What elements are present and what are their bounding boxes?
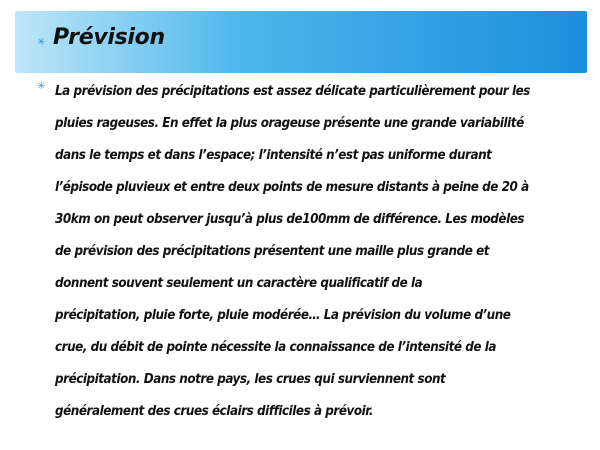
body-line: dans le temps et dans l’espace; l’intensité n’est pas uniforme durant bbox=[55, 148, 492, 163]
body-line: pluies rageuses. En effet la plus orageuse présente une grande variabilité bbox=[55, 116, 524, 131]
body-line: précipitation. Dans notre pays, les crues qui surviennent sont bbox=[55, 372, 446, 387]
body-line: 30km on peut observer jusqu’à plus de100mm de différence. Les modèles bbox=[55, 212, 525, 227]
body-line: de prévision des précipitations présentent une maille plus grande et bbox=[55, 244, 490, 259]
body-line: précipitation, pluie forte, pluie modérée… La prévision du volume d’une bbox=[55, 308, 511, 323]
title-bullet-icon: ✳ bbox=[37, 37, 46, 48]
body-line: donnent souvent seulement un caractère qualificatif de la bbox=[55, 276, 423, 291]
body-line: crue, du débit de pointe nécessite la connaissance de l’intensité de la bbox=[55, 340, 496, 355]
slide-title: Prévision bbox=[53, 25, 165, 50]
body-line: généralement des crues éclairs difficiles à prévoir. bbox=[55, 404, 373, 419]
body-text bbox=[55, 76, 575, 428]
body-line: l’épisode pluvieux et entre deux points de mesure distants à peine de 20 à bbox=[55, 180, 529, 195]
body-line: La prévision des précipitations est assez délicate particulièrement pour les bbox=[55, 84, 530, 99]
body-bullet-icon: ✳ bbox=[37, 81, 46, 92]
